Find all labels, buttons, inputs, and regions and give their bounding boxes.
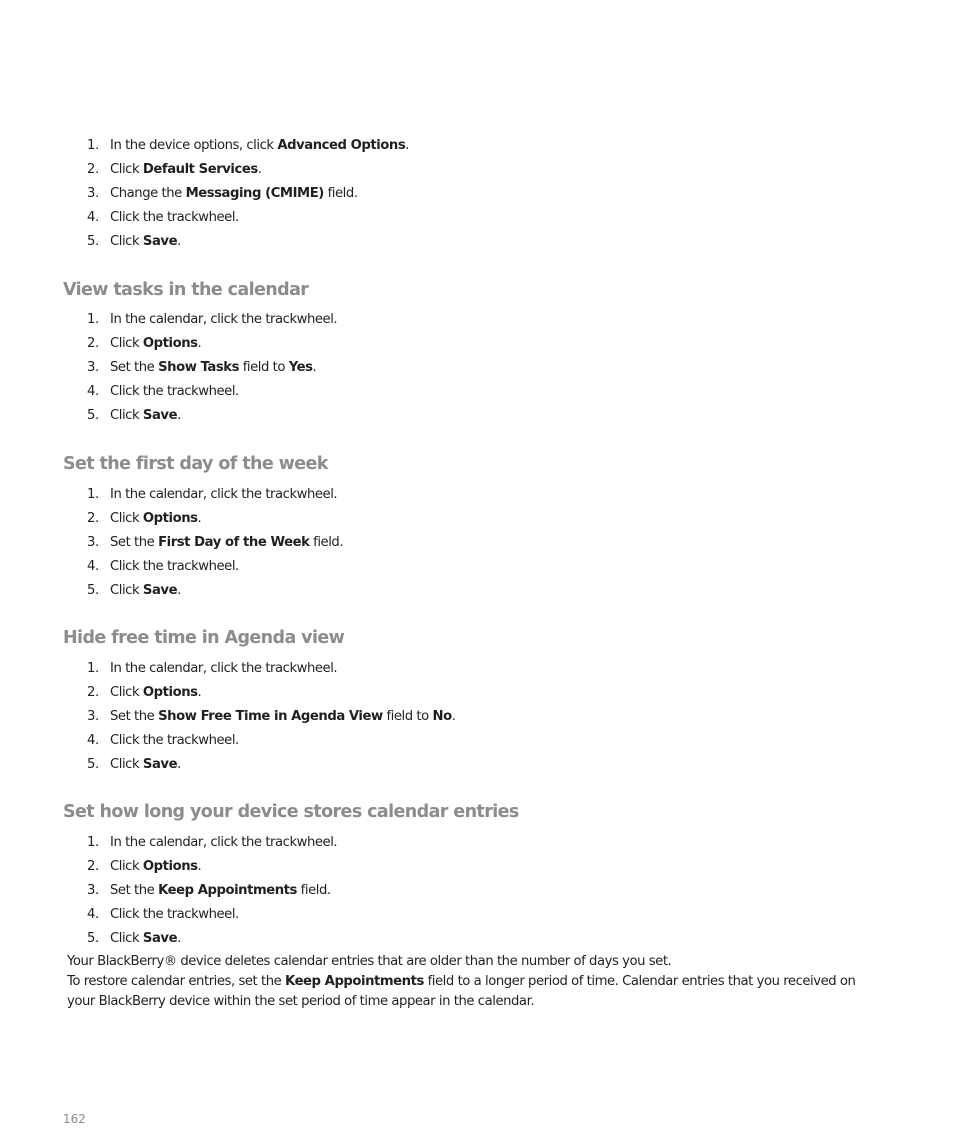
note-paragraph: To restore calendar entries, set the Keep Appointments field to a longer period of time. Calendar entries that you received on your BlackBerry device within the set period of time appear in the calendar. bbox=[67, 974, 856, 1009]
page-number: 162 bbox=[63, 1112, 86, 1126]
section-heading: Set the first day of the week bbox=[63, 454, 328, 474]
section-heading: Set how long your device stores calendar entries bbox=[63, 802, 519, 822]
section-heading: Hide free time in Agenda view bbox=[63, 628, 345, 648]
note-paragraph: Your BlackBerry® device deletes calendar entries that are older than the number of days you set. bbox=[67, 954, 672, 969]
section-heading: View tasks in the calendar bbox=[63, 280, 309, 300]
document-page: 1. In the device options, click Advanced Options. 2. Click Default Services. 3. Change the Messaging (CMIME) field. 4. Click the trackwheel. 5. Click Save. View tasks in the calendar 1. In the calendar, click the trackwheel. 2. Click Options. 3. Set the Show Tasks field to Yes. 4. Click the trackwheel. 5. Click Save. Set the first day of the week 1. In the calendar, click the trackwheel. 2. Click Options. 3. Set the First Day of the Week field. 4. Click the trackwheel. 5. Click Save. Hide free time in Agenda view 1. In the calendar, click the trackwheel. 2. Click Options. 3. Set the Show Free Time in Agenda View field to No. 4. Click the trackwheel. 5. Click Save. Set how long your device stores calendar entries 1. In the calendar, click the trackwheel. 2. Click Options. 3. Set the Keep Appointments field. 4. Click the trackwheel. 5. Click Save. Your BlackBerry® device deletes calendar entries that are older than the number of days you set. To restore calendar entries, set the Keep Appointments field to a longer period of time. Calendar entries that you received on your BlackBerry device within the set period of time appear in the calendar. 162 bbox=[0, 0, 954, 1145]
